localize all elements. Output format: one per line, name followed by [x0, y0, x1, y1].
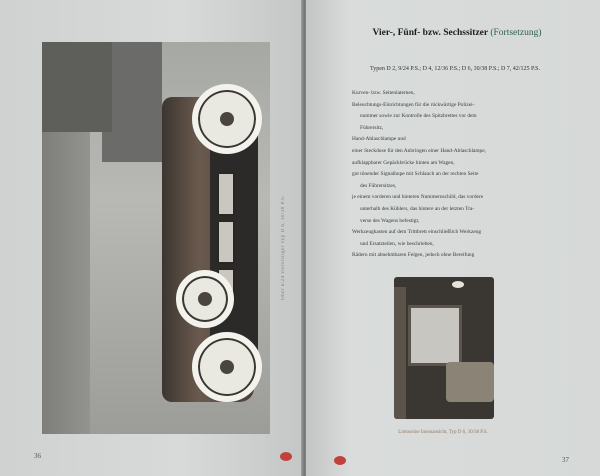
logo-icon	[334, 456, 346, 465]
front-wheel	[192, 84, 262, 154]
page-number-right: 37	[562, 456, 569, 464]
title-text: Vier-, Fünf- bzw. Sechssitzer	[372, 28, 488, 38]
logo-icon	[280, 452, 292, 461]
list-item: nummer sowie zur Kontrolle des Spitzbrettes vor dem	[360, 113, 477, 120]
equipment-list	[352, 88, 582, 262]
car-photo	[42, 42, 270, 434]
photo-caption: Ober 6/24 viersitziger Typ D 6, 30/38 P.S.	[281, 195, 286, 300]
list-item: unterhalb des Kühlers, das hintere an der letzten Tra-	[360, 205, 475, 212]
interior-caption: Limousine Innenansicht, Typ D 6, 30/38 P.S.	[398, 430, 488, 435]
page-title	[337, 28, 577, 38]
list-item: Kurven- bzw. Seitenlaternen,	[352, 90, 415, 96]
list-item: und Ersatzteilen, wie beschrieben,	[360, 240, 434, 247]
list-item: aufklappbarer Gepäckbrücke hinten am Wagen,	[352, 159, 455, 166]
list-item: des Führersitzes,	[360, 182, 397, 189]
rear-wheel	[192, 332, 262, 402]
types-line: Typen D 2, 9/24 P.S.; D 4, 12/36 P.S.; D 6, 30/38 P.S.; D 7, 42/125 P.S.	[370, 66, 540, 72]
list-item: einer Steckdose für den Anbringen einer Hand-Ablaschlampe,	[352, 147, 486, 154]
list-item: gut tönender Signalhupe mit Schlauch an der rechten Seite	[352, 171, 479, 178]
interior-photo	[394, 277, 494, 419]
list-item: je einem vorderen und hinteren Nummernschild, das vordere	[352, 194, 484, 201]
list-item: Rädern mit abnehmbaren Felgen, jedoch ohne Bereifung	[352, 252, 475, 259]
list-item: verse des Wagens befestigt,	[360, 217, 420, 224]
list-item: Beleuchtungs-Einrichtungen für die rückwärtige Polizei-	[352, 101, 475, 108]
list-item: Führersitz,	[360, 124, 384, 131]
list-item: Werkzeugkasten auf dem Trittbrett einschließlich Werkzeug	[352, 229, 482, 236]
list-item: Hand-Ablaschlampe und	[352, 136, 406, 143]
title-suffix: (Fortsetzung)	[490, 28, 542, 38]
page-number-left: 36	[34, 452, 41, 460]
spare-wheel	[176, 270, 234, 328]
